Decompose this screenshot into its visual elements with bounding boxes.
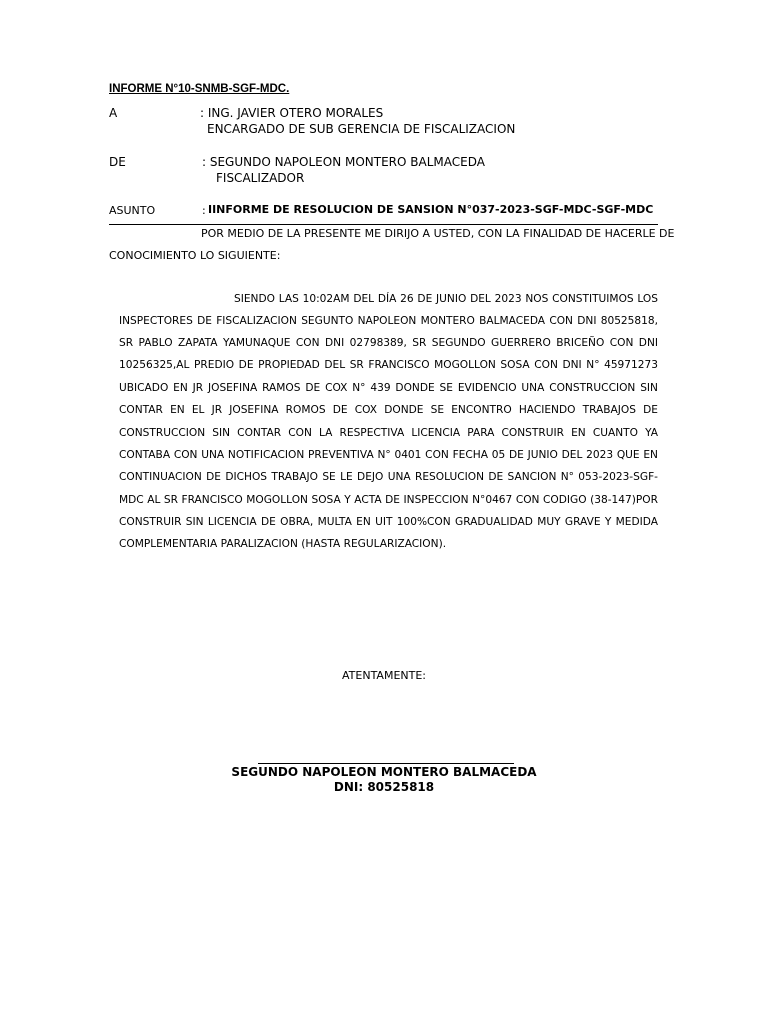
closing-text: ATENTAMENTE: — [342, 669, 427, 682]
intro-line-2: CONOCIMIENTO LO SIGUIENTE: — [109, 249, 281, 262]
body-line: INSPECTORES DE FISCALIZACION SEGUNTO NAPOLEON MONTERO BALMACEDA CON DNI 80525818, — [119, 315, 658, 327]
intro-line-1: POR MEDIO DE LA PRESENTE ME DIRIJO A USTED, CON LA FINALIDAD DE HACERLE DE — [201, 227, 675, 240]
to-name: : ING. JAVIER OTERO MORALES — [200, 106, 384, 120]
from-label: DE — [109, 155, 126, 169]
body-line: CONTAR EN EL JR JOSEFINA ROMOS DE COX DONDE SE ENCONTRO HACIENDO TRABAJOS DE — [119, 404, 658, 416]
body-line: CONTINUACION DE DICHOS TRABAJO SE LE DEJO UNA RESOLUCION DE SANCION N° 053-2023-SGF- — [119, 471, 658, 483]
from-role: FISCALIZADOR — [216, 171, 305, 185]
to-label: A — [109, 106, 118, 120]
to-role: ENCARGADO DE SUB GERENCIA DE FISCALIZACION — [207, 122, 516, 136]
body-line: CONSTRUCCION SIN CONTAR CON LA RESPECTIVA LICENCIA PARA CONSTRUIR EN CUANTO YA — [119, 427, 658, 439]
body-line: SIENDO LAS 10:02AM DEL DÍA 26 DE JUNIO DEL 2023 NOS CONSTITUIMOS LOS — [234, 293, 658, 305]
subject-value: IINFORME DE RESOLUCION DE SANSION N°037-2023-SGF-MDC-SGF-MDC — [208, 203, 654, 216]
body-line: UBICADO EN JR JOSEFINA RAMOS DE COX N° 439 DONDE SE EVIDENCIO UNA CONSTRUCCION SIN — [119, 382, 658, 394]
body-line: CONSTRUIR SIN LICENCIA DE OBRA, MULTA EN UIT 100%CON GRADUALIDAD MUY GRAVE Y MEDIDA — [119, 516, 658, 528]
report-title: INFORME N°10-SNMB-SGF-MDC. — [109, 83, 290, 95]
subject-label: ASUNTO — [109, 204, 156, 217]
signature-name: SEGUNDO NAPOLEON MONTERO BALMACEDA — [231, 765, 537, 779]
body-line: MDC AL SR FRANCISCO MOGOLLON SOSA Y ACTA DE INSPECCION N°0467 CON CODIGO (38-147)POR — [119, 494, 658, 506]
body-line: COMPLEMENTARIA PARALIZACION (HASTA REGULARIZACION). — [119, 538, 447, 550]
body-line: SR PABLO ZAPATA YAMUNAQUE CON DNI 02798389, SR SEGUNDO GUERRERO BRICEÑO CON DNI — [119, 337, 658, 349]
body-line: CONTABA CON UNA NOTIFICACION PREVENTIVA N° 0401 CON FECHA 05 DE JUNIO DEL 2023 QUE EN — [119, 449, 658, 461]
subject-divider — [109, 224, 658, 225]
from-name: : SEGUNDO NAPOLEON MONTERO BALMACEDA — [202, 155, 485, 169]
signature-line — [258, 763, 514, 764]
signature-dni: DNI: 80525818 — [333, 780, 435, 794]
subject-colon: : — [202, 204, 206, 217]
body-line: 10256325,AL PREDIO DE PROPIEDAD DEL SR FRANCISCO MOGOLLON SOSA CON DNI N° 45971273 — [119, 359, 658, 371]
